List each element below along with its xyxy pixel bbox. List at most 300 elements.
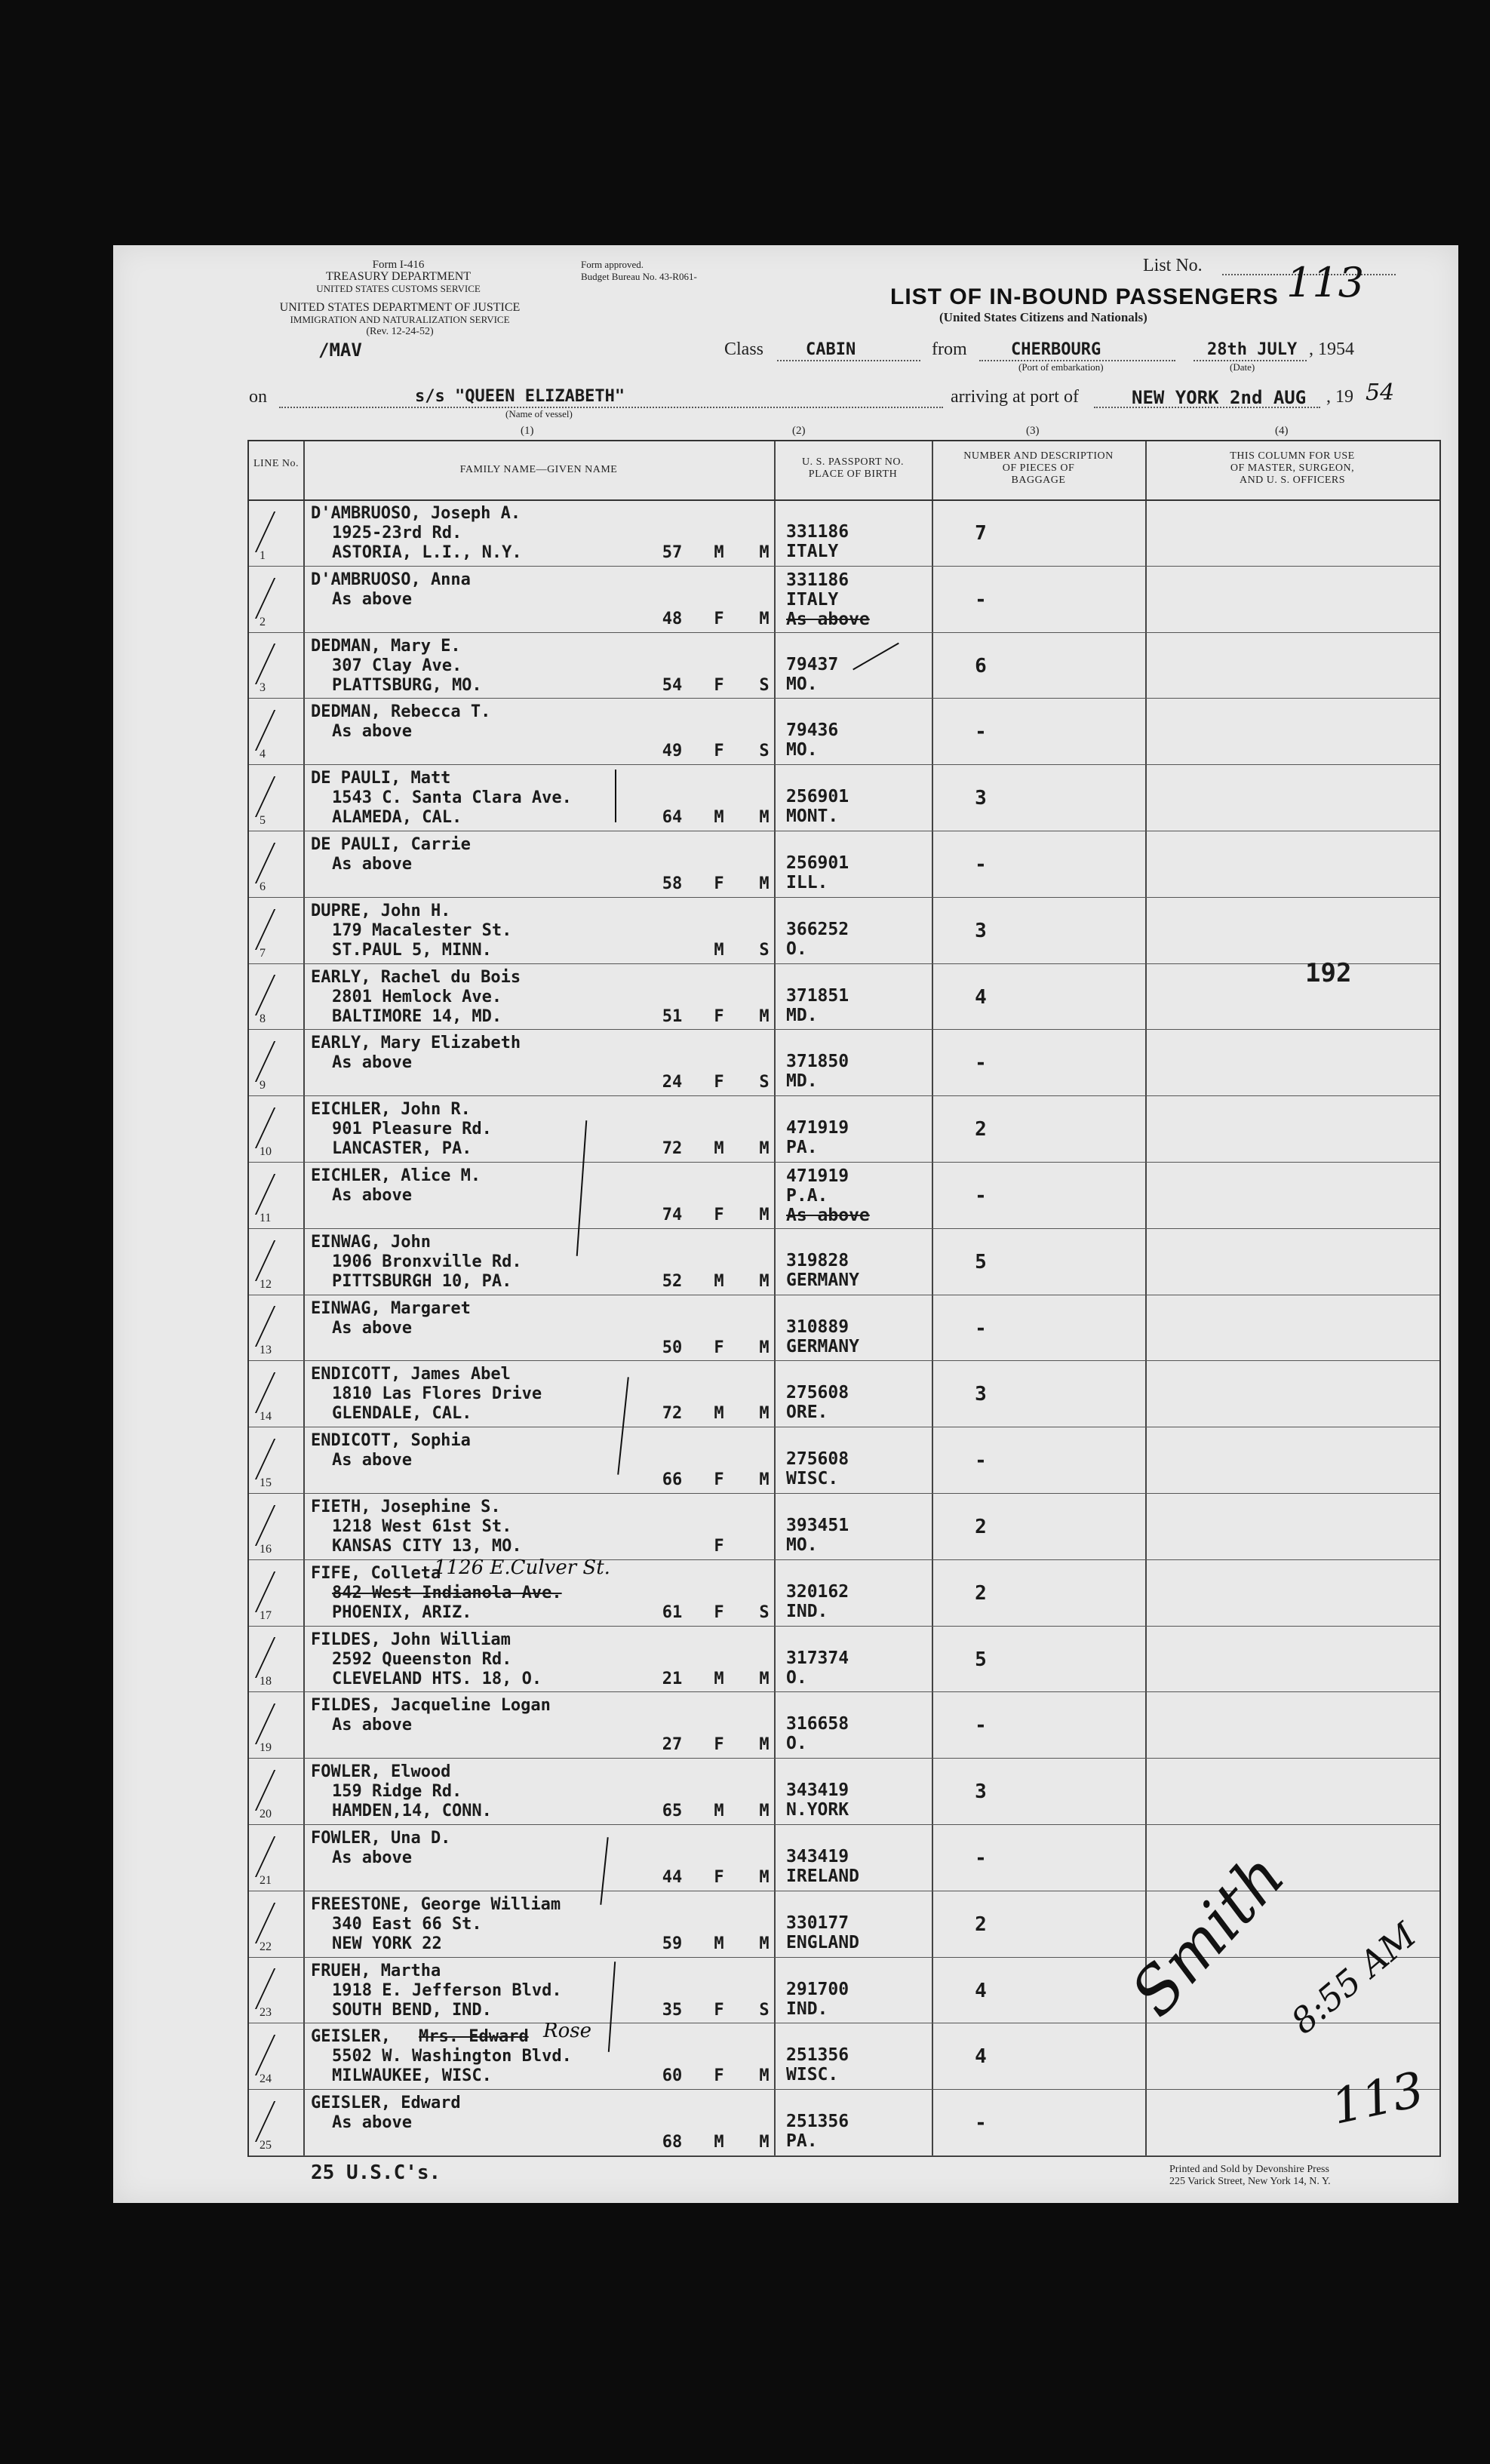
sex: F <box>714 1602 724 1622</box>
baggage-count: 3 <box>975 1780 987 1804</box>
place-of-birth: GERMANY <box>786 1270 859 1290</box>
passport-number: 393451 <box>786 1516 849 1535</box>
age: 61 <box>662 1602 683 1622</box>
baggage-count: 3 <box>975 919 987 942</box>
line-number: 16 <box>260 1542 272 1556</box>
age: 65 <box>662 1802 683 1821</box>
passport-number: 330177 <box>786 1913 849 1933</box>
officer-count: 192 <box>1305 958 1352 988</box>
sex: F <box>714 1073 724 1092</box>
table-row <box>249 698 1439 765</box>
footer-total: 25 U.S.C's. <box>311 2161 441 2184</box>
sex: F <box>714 1735 724 1755</box>
table-row <box>249 1360 1439 1427</box>
passport-number: 251356 <box>786 2112 849 2132</box>
line-number: 7 <box>260 946 266 960</box>
baggage-count: 2 <box>975 1118 987 1141</box>
passenger-name: EINWAG, John <box>311 1232 431 1252</box>
table-row <box>249 764 1439 831</box>
sex: F <box>714 1470 724 1490</box>
baggage-count: 7 <box>975 522 987 545</box>
baggage-count: - <box>975 1847 987 1870</box>
address-line-2: LANCASTER, PA. <box>332 1139 472 1159</box>
marital-status: M <box>759 1139 770 1159</box>
passenger-name: GEISLER, Edward <box>311 2094 461 2113</box>
marital-status: M <box>759 543 770 562</box>
col-header-baggage-2: OF PIECES OF <box>1002 462 1075 474</box>
marital-status: M <box>759 2066 770 2086</box>
age: 48 <box>662 609 683 628</box>
address-line-2: ST.PAUL 5, MINN. <box>332 940 492 960</box>
table-row <box>249 1758 1439 1825</box>
passenger-name: FREESTONE, George William <box>311 1894 561 1914</box>
marital-status: M <box>759 1206 770 1224</box>
arrival-year-hand: 54 <box>1366 379 1395 406</box>
sex: F <box>714 874 724 893</box>
address-line-2: BALTIMORE 14, MD. <box>332 1006 502 1026</box>
line-number: 10 <box>260 1144 272 1158</box>
place-of-birth: MO. <box>786 674 818 694</box>
col-num-3: (3) <box>1026 425 1040 437</box>
col-header-line: LINE No. <box>253 458 299 469</box>
passport-number: 291700 <box>786 1979 849 1999</box>
struck-birthplace: As above <box>786 609 870 629</box>
address-line-2: CLEVELAND HTS. 18, O. <box>332 1669 542 1688</box>
sex: F <box>714 1006 724 1026</box>
place-of-birth: IRELAND <box>786 1866 859 1886</box>
form-number: Form I-416 <box>372 259 425 271</box>
address-line-1: 307 Clay Ave. <box>332 656 462 675</box>
baggage-count: 2 <box>975 1581 987 1605</box>
address-line-1: 1218 West 61st St. <box>332 1517 512 1536</box>
address-line-2: KANSAS CITY 13, MO. <box>332 1537 522 1556</box>
table-row <box>249 1095 1439 1163</box>
class-value: CABIN <box>806 340 856 359</box>
address-line-1: 1925-23rd Rd. <box>332 524 462 542</box>
passenger-name: EARLY, Mary Elizabeth <box>311 1034 521 1053</box>
sex: F <box>714 1537 724 1556</box>
sex: M <box>714 1271 724 1291</box>
place-of-birth: ITALY <box>786 589 839 610</box>
passenger-name: ENDICOTT, Sophia <box>311 1431 471 1451</box>
address-line-1: As above <box>332 1451 412 1470</box>
line-number: 19 <box>260 1741 272 1755</box>
address-line-1: As above <box>332 1716 412 1735</box>
line-number: 9 <box>260 1079 266 1092</box>
baggage-count: 2 <box>975 1516 987 1538</box>
place-of-birth: MD. <box>786 1071 818 1092</box>
place-of-birth: GERMANY <box>786 1336 859 1356</box>
baggage-count: 3 <box>975 787 987 810</box>
marital-status: M <box>759 1338 770 1357</box>
table-row <box>249 2020 1439 2090</box>
marital-status: M <box>759 1934 770 1953</box>
table-row <box>249 1691 1439 1759</box>
passenger-name: FIETH, Josephine S. <box>311 1498 501 1516</box>
age: 68 <box>662 2133 683 2152</box>
line-number: 14 <box>260 1410 272 1424</box>
revision-line: (Rev. 12-24-52) <box>366 326 434 337</box>
baggage-count: - <box>975 2112 987 2135</box>
passport-number: 275608 <box>786 1383 849 1403</box>
passenger-name: GEISLER, <box>311 2027 391 2047</box>
passport-number: 331186 <box>786 570 849 590</box>
passenger-name: FOWLER, Una D. <box>311 1829 451 1848</box>
line-number: 13 <box>260 1344 272 1357</box>
marital-status: M <box>759 1470 770 1490</box>
address-line-2: GLENDALE, CAL. <box>332 1404 472 1424</box>
form-approved: Form approved. <box>581 259 644 270</box>
marital-status: M <box>759 1669 770 1688</box>
col-header-officers-3: AND U. S. OFFICERS <box>1239 475 1346 486</box>
col-header-officers-2: OF MASTER, SURGEON, <box>1230 462 1355 474</box>
handwritten-correction: 1126 E.Culver St. <box>434 1556 610 1579</box>
port-embark-caption: (Port of embarkation) <box>1018 361 1104 373</box>
place-of-birth: P.A. <box>786 1186 828 1206</box>
baggage-count: 4 <box>975 1979 987 2002</box>
baggage-count: - <box>975 1449 987 1473</box>
col-header-baggage-3: BAGGAGE <box>1011 475 1066 486</box>
col-num-4: (4) <box>1275 425 1289 437</box>
place-of-birth: ILL. <box>786 873 828 893</box>
table-row <box>249 1957 1439 2024</box>
baggage-count: 5 <box>975 1250 987 1273</box>
line-number: 24 <box>260 2072 272 2086</box>
marital-status: M <box>759 874 770 893</box>
col-num-2: (2) <box>792 425 806 437</box>
age: 54 <box>662 675 683 695</box>
sex: M <box>714 1404 724 1424</box>
table-row <box>249 1427 1439 1494</box>
address-line-1: 1543 C. Santa Clara Ave. <box>332 788 572 808</box>
table-row <box>249 566 1439 633</box>
inspector-signature: Smith <box>1117 1839 1299 2030</box>
age: 58 <box>662 874 683 893</box>
age: 24 <box>662 1073 683 1092</box>
place-of-birth: PA. <box>786 2131 818 2152</box>
address-line-1: As above <box>332 722 412 742</box>
table-row <box>249 1029 1439 1096</box>
date-value: 28th JULY <box>1207 340 1298 359</box>
date-caption: (Date) <box>1230 361 1255 373</box>
passport-number: 320162 <box>786 1581 849 1602</box>
vessel-caption: (Name of vessel) <box>505 408 573 419</box>
marital-status: S <box>759 742 770 761</box>
line-number: 22 <box>260 1940 272 1953</box>
sex: F <box>714 675 724 695</box>
address-line-2: HAMDEN,14, CONN. <box>332 1802 492 1821</box>
year-value: , 1954 <box>1309 339 1354 359</box>
place-of-birth: O. <box>786 939 807 959</box>
col-num-1: (1) <box>521 425 534 437</box>
table-row <box>249 1228 1439 1295</box>
table-row <box>249 831 1439 898</box>
address-line-2: PHOENIX, ARIZ. <box>332 1602 472 1622</box>
page-title: LIST OF IN-BOUND PASSENGERS <box>890 284 1279 309</box>
marital-status: M <box>759 2133 770 2152</box>
table-row <box>249 1493 1439 1560</box>
baggage-count: - <box>975 1184 987 1207</box>
address-line-1: As above <box>332 855 412 874</box>
baggage-count: - <box>975 853 987 876</box>
age: 44 <box>662 1868 683 1887</box>
address-line-1: 1918 E. Jefferson Blvd. <box>332 1980 562 2000</box>
sex: M <box>714 2133 724 2152</box>
line-number: 8 <box>260 1012 266 1026</box>
passport-number: 317374 <box>786 1648 849 1668</box>
place-of-birth: ORE. <box>786 1403 828 1423</box>
age: 59 <box>662 1934 683 1953</box>
line-number: 2 <box>260 615 266 628</box>
age: 52 <box>662 1271 683 1291</box>
baggage-count: 4 <box>975 985 987 1009</box>
line-number: 1 <box>260 548 266 562</box>
passport-number: 331186 <box>786 522 849 542</box>
address-line-1: 842 West Indianola Ave. <box>332 1583 562 1602</box>
passenger-name: DEDMAN, Mary E. <box>311 636 461 656</box>
ins-line: IMMIGRATION AND NATURALIZATION SERVICE <box>290 314 510 325</box>
age: 27 <box>662 1735 683 1755</box>
marital-status: S <box>759 2000 770 2020</box>
baggage-count: 5 <box>975 1648 987 1671</box>
passport-number: 319828 <box>786 1250 849 1270</box>
arrival-year: , 19 <box>1326 387 1353 407</box>
table-row <box>249 2089 1439 2156</box>
age: 21 <box>662 1669 683 1688</box>
sex: M <box>714 940 724 960</box>
line-number: 4 <box>260 748 266 761</box>
table-row <box>249 1295 1439 1362</box>
baggage-count: 4 <box>975 2045 987 2069</box>
passenger-name: EINWAG, Margaret <box>311 1298 471 1318</box>
passenger-name: EICHLER, Alice M. <box>311 1166 481 1185</box>
passport-number: 251356 <box>786 2045 849 2066</box>
arrival-value: NEW YORK 2nd AUG <box>1132 387 1307 408</box>
on-label: on <box>249 387 267 407</box>
address-line-2: NEW YORK 22 <box>332 1934 442 1953</box>
age: 72 <box>662 1139 683 1159</box>
place-of-birth: ITALY <box>786 542 839 561</box>
baggage-count: 3 <box>975 1383 987 1406</box>
passport-number: 371850 <box>786 1052 849 1072</box>
line-number: 23 <box>260 2006 272 2020</box>
address-line-2: PLATTSBURG, MO. <box>332 675 482 695</box>
passport-number: 310889 <box>786 1316 849 1337</box>
table-row <box>249 897 1439 964</box>
age: 60 <box>662 2066 683 2086</box>
col-header-birthplace: PLACE OF BIRTH <box>808 469 898 480</box>
treasury-line: TREASURY DEPARTMENT <box>325 270 472 283</box>
age: 72 <box>662 1404 683 1424</box>
class-label: Class <box>724 339 764 359</box>
address-line-2: MILWAUKEE, WISC. <box>332 2066 492 2086</box>
table-row <box>249 499 1439 567</box>
col-header-passport: U. S. PASSPORT NO. <box>802 456 904 468</box>
address-line-1: 5502 W. Washington Blvd. <box>332 2047 572 2066</box>
marital-status: M <box>759 1271 770 1291</box>
customs-line: UNITED STATES CUSTOMS SERVICE <box>316 283 481 294</box>
from-value: CHERBOURG <box>1011 340 1101 359</box>
address-line-2: SOUTH BEND, IND. <box>332 2000 492 2020</box>
address-line-2: PITTSBURGH 10, PA. <box>332 1271 512 1291</box>
passport-number: 471919 <box>786 1118 849 1138</box>
line-number: 6 <box>260 880 266 893</box>
address-line-1: 2592 Queenston Rd. <box>332 1649 512 1669</box>
address-line-1: As above <box>332 2113 412 2133</box>
baggage-count: - <box>975 1052 987 1075</box>
place-of-birth: O. <box>786 1667 807 1688</box>
place-of-birth: WISC. <box>786 2065 839 2085</box>
marital-status: M <box>759 609 770 628</box>
passport-number: 316658 <box>786 1714 849 1734</box>
place-of-birth: MO. <box>786 1535 818 1555</box>
line-number: 18 <box>260 1675 272 1688</box>
passenger-name: D'AMBRUOSO, Joseph A. <box>311 504 521 523</box>
passenger-name: FILDES, Jacqueline Logan <box>311 1696 551 1716</box>
marital-status: M <box>759 1802 770 1821</box>
line-number: 15 <box>260 1476 272 1489</box>
sex: M <box>714 1934 724 1953</box>
baggage-count: 2 <box>975 1913 987 1936</box>
line-number: 20 <box>260 1807 272 1820</box>
passenger-name: DE PAULI, Matt <box>311 769 451 788</box>
line-number: 5 <box>260 813 266 827</box>
age: 50 <box>662 1338 683 1357</box>
address-line-1: 1810 Las Flores Drive <box>332 1384 542 1404</box>
handwritten-correction: Rose <box>543 2020 591 2043</box>
line-number: 25 <box>260 2138 272 2152</box>
address-line-1: As above <box>332 1186 412 1205</box>
age: 51 <box>662 1006 683 1026</box>
clerk-initials: /MAV <box>318 339 362 361</box>
vessel-value: s/s "QUEEN ELIZABETH" <box>415 387 625 406</box>
manifest-page <box>113 245 1458 2203</box>
passport-number: 471919 <box>786 1166 849 1186</box>
passenger-name: FRUEH, Martha <box>311 1961 441 1980</box>
place-of-birth: MD. <box>786 1005 818 1025</box>
passenger-name: DEDMAN, Rebecca T. <box>311 702 491 722</box>
table-row <box>249 1556 1439 1627</box>
list-no-value: 113 <box>1286 259 1365 306</box>
marital-status: S <box>759 940 770 960</box>
age: 57 <box>662 543 683 562</box>
address-line-1: 2801 Hemlock Ave. <box>332 987 502 1006</box>
line-number: 3 <box>260 681 266 695</box>
col-header-officers: THIS COLUMN FOR USE <box>1230 450 1355 462</box>
passenger-name: EICHLER, John R. <box>311 1100 471 1120</box>
passport-number: 343419 <box>786 1780 849 1801</box>
line-number: 12 <box>260 1277 272 1291</box>
marital-status: M <box>759 1404 770 1424</box>
place-of-birth: N.YORK <box>786 1800 849 1820</box>
marital-status: M <box>759 1868 770 1887</box>
passenger-name: DUPRE, John H. <box>311 901 451 920</box>
table-row <box>249 632 1439 699</box>
table-row <box>249 1162 1439 1229</box>
passport-number: 275608 <box>786 1449 849 1470</box>
passport-number: 371851 <box>786 985 849 1006</box>
arriving-label: arriving at port of <box>951 387 1079 407</box>
age: 64 <box>662 808 683 828</box>
address-line-1: 1906 Bronxville Rd. <box>332 1252 522 1271</box>
place-of-birth: PA. <box>786 1138 818 1158</box>
age: 49 <box>662 742 683 761</box>
sex: F <box>714 2066 724 2086</box>
line-number: 21 <box>260 1873 272 1887</box>
list-no-label: List No. <box>1143 256 1203 275</box>
address-line-1: 159 Ridge Rd. <box>332 1782 462 1802</box>
passport-number: 79437 <box>786 654 839 674</box>
marital-status: S <box>759 1073 770 1092</box>
line-number: 11 <box>260 1211 272 1224</box>
sex: F <box>714 1338 724 1357</box>
baggage-count: 6 <box>975 654 987 677</box>
passenger-name: FOWLER, Elwood <box>311 1762 451 1782</box>
line-number: 17 <box>260 1608 272 1622</box>
table-row <box>249 1626 1439 1693</box>
marital-status: S <box>759 675 770 695</box>
address-line-2: ASTORIA, L.I., N.Y. <box>332 543 522 562</box>
from-label: from <box>932 339 967 359</box>
struck-given-name: Mrs. Edward <box>419 2027 529 2047</box>
place-of-birth: IND. <box>786 1999 828 2019</box>
address-line-1: As above <box>332 1318 412 1338</box>
sex: F <box>714 742 724 761</box>
passenger-name: DE PAULI, Carrie <box>311 835 471 854</box>
address-line-1: As above <box>332 1053 412 1073</box>
place-of-birth: ENGLAND <box>786 1932 859 1952</box>
table-header <box>249 441 1439 501</box>
baggage-count: - <box>975 1316 987 1340</box>
budget-bureau: Budget Bureau No. 43-R061- <box>581 271 697 282</box>
sex: F <box>714 2000 724 2020</box>
sex: M <box>714 1669 724 1688</box>
address-line-1: 179 Macalester St. <box>332 920 512 940</box>
sex: M <box>714 1139 724 1159</box>
place-of-birth: WISC. <box>786 1469 839 1489</box>
address-line-1: 340 East 66 St. <box>332 1914 482 1934</box>
passenger-name: D'AMBRUOSO, Anna <box>311 570 471 589</box>
place-of-birth: MO. <box>786 740 818 760</box>
passenger-name: FILDES, John William <box>311 1630 511 1649</box>
passport-number: 79436 <box>786 720 839 741</box>
place-of-birth: MONT. <box>786 806 839 827</box>
baggage-count: - <box>975 720 987 744</box>
passenger-name: ENDICOTT, James Abel <box>311 1365 511 1384</box>
marital-status: M <box>759 1006 770 1026</box>
time-stamp: 8:55 AM <box>1283 1914 1424 2042</box>
marital-status: M <box>759 808 770 828</box>
sex: M <box>714 1802 724 1821</box>
age: 35 <box>662 2000 683 2020</box>
marital-status: M <box>759 1735 770 1755</box>
sex: F <box>714 1868 724 1887</box>
address-line-2: ALAMEDA, CAL. <box>332 808 462 828</box>
page-subtitle: (United States Citizens and Nationals) <box>939 310 1147 324</box>
sex: F <box>714 609 724 628</box>
justice-line: UNITED STATES DEPARTMENT OF JUSTICE <box>279 301 521 314</box>
marital-status: S <box>759 1602 770 1622</box>
age: 74 <box>662 1206 683 1224</box>
place-of-birth: IND. <box>786 1601 828 1621</box>
place-of-birth: O. <box>786 1734 807 1754</box>
list-no-hand: 113 <box>1326 2062 1429 2136</box>
col-header-baggage: NUMBER AND DESCRIPTION <box>963 450 1114 462</box>
address-line-1: 901 Pleasure Rd. <box>332 1120 492 1139</box>
address-line-1: As above <box>332 589 412 609</box>
passport-number: 256901 <box>786 787 849 807</box>
baggage-count: - <box>975 1714 987 1737</box>
